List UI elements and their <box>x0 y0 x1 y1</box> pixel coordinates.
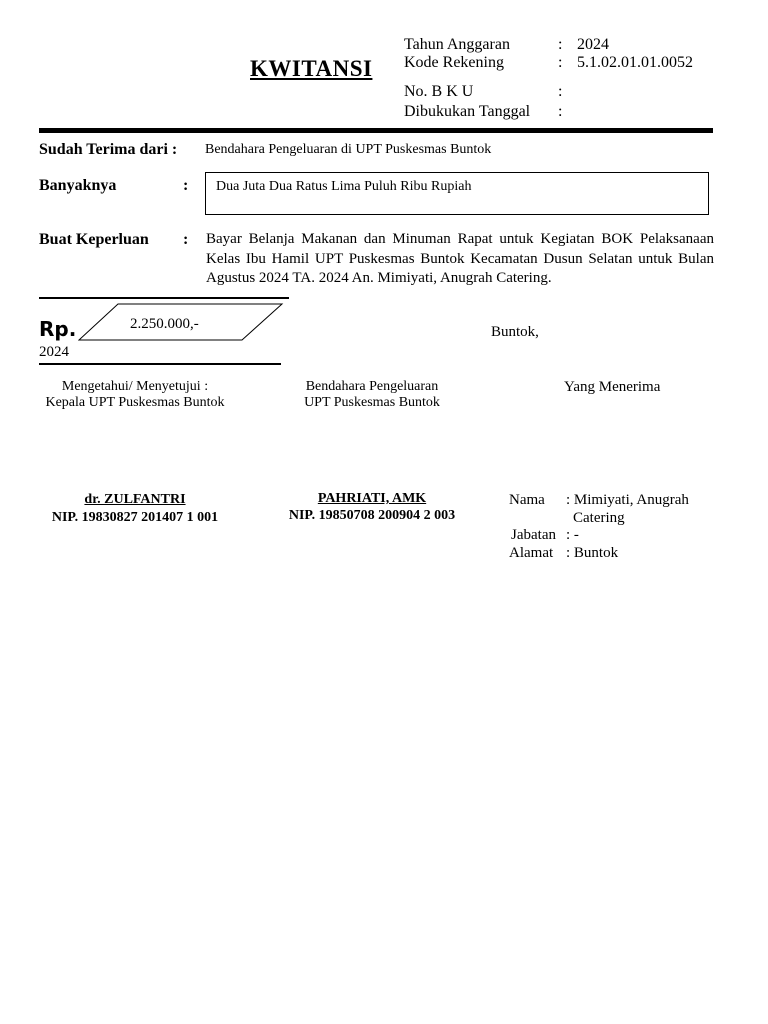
amount-words-colon: : <box>183 177 189 194</box>
approver-signature <box>30 492 240 526</box>
treasurer-name: PAHRIATI, AMK <box>317 491 427 506</box>
received-from-label: Sudah Terima dari : <box>39 141 178 158</box>
receiver-heading: Yang Menerima <box>564 379 661 395</box>
field-value-account-code: 5.1.02.01.01.0052 <box>577 54 693 71</box>
approver-block <box>30 379 240 411</box>
received-from-value: Bendahara Pengeluaran di UPT Puskesmas Buntok <box>205 142 492 157</box>
field-label-bku-number: No. B K U <box>404 83 474 100</box>
approver-title-line1: Mengetahui/ Menyetujui : <box>61 379 209 394</box>
field-label-budget-year: Tahun Anggaran <box>404 36 510 53</box>
receiver-name-value-cont: Catering <box>573 510 625 526</box>
receiver-position-label: Jabatan <box>511 527 556 543</box>
approver-nip: NIP. 19830827 201407 1 001 <box>51 510 219 525</box>
treasurer-nip: NIP. 19850708 200904 2 003 <box>288 508 456 523</box>
treasurer-block <box>267 379 477 411</box>
treasurer-signature <box>267 491 477 524</box>
receiver-name-label: Nama <box>509 492 545 508</box>
amount-value: 2.250.000,- <box>130 316 199 332</box>
receiver-position-value: : - <box>566 527 579 543</box>
field-colon: : <box>558 54 563 71</box>
field-colon: : <box>558 36 563 53</box>
receiver-address-label: Alamat <box>509 545 554 561</box>
field-label-booked-date: Dibukukan Tanggal <box>404 103 531 120</box>
receiver-address-value: : Buntok <box>566 545 619 561</box>
amount-words-value: Dua Juta Dua Ratus Lima Puluh Ribu Rupiah <box>216 179 472 194</box>
field-value-budget-year: 2024 <box>577 36 609 53</box>
header-divider <box>39 128 713 133</box>
purpose-value: Bayar Belanja Makanan dan Minuman Rapat untuk Kegiatan BOK Pelaksanaan Kelas Ibu Hamil UPT Puskesmas Buntok Kecamatan Dusun Selatan untuk Bulan Agustus 2024 TA. 2024 An. Mimiyati, Anugrah Catering. <box>206 231 714 286</box>
amount-words-label: Banyaknya <box>39 177 117 194</box>
field-colon: : <box>558 103 563 120</box>
currency-label: Rp. <box>39 317 77 341</box>
amount-bottom-rule <box>39 363 281 365</box>
purpose-label: Buat Keperluan <box>39 231 149 248</box>
document-title: KWITANSI <box>250 56 373 81</box>
field-label-account-code: Kode Rekening <box>404 54 504 71</box>
amount-year: 2024 <box>39 344 69 360</box>
purpose-colon: : <box>183 231 189 248</box>
approver-title-line2: Kepala UPT Puskesmas Buntok <box>45 395 225 410</box>
treasurer-title-line1: Bendahara Pengeluaran <box>305 379 439 394</box>
receiver-name-value: : Mimiyati, Anugrah <box>566 492 689 508</box>
amount-top-rule <box>39 297 289 299</box>
field-colon: : <box>558 83 563 100</box>
place-date: Buntok, <box>491 324 539 340</box>
amount-words-box <box>205 172 709 215</box>
approver-name: dr. ZULFANTRI <box>84 492 186 507</box>
treasurer-title-line2: UPT Puskesmas Buntok <box>304 395 440 410</box>
